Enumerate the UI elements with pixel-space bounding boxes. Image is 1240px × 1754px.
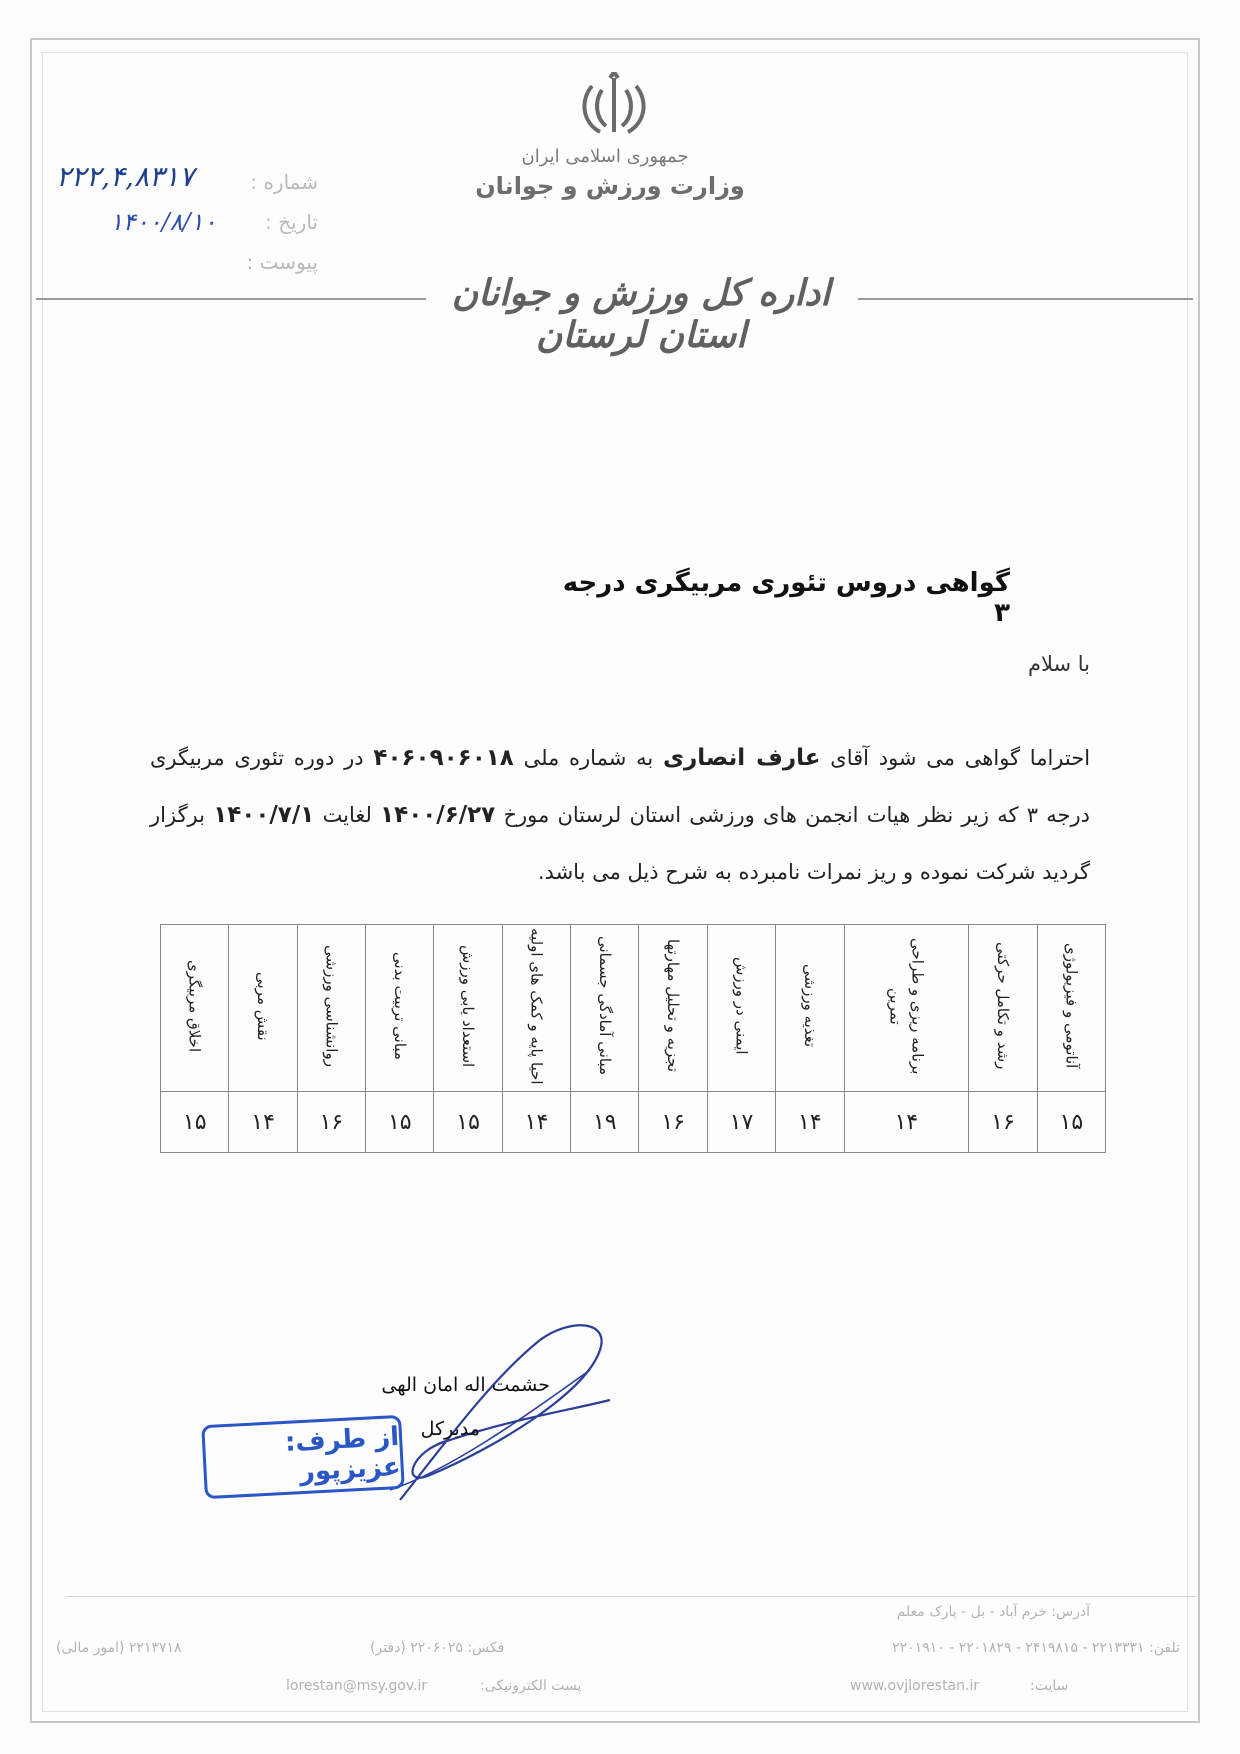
subject-cell [366,925,434,1092]
certificate-paragraph [150,730,1090,901]
grade-cell: ۱۴ [776,1092,844,1153]
start-date: ۱۴۰۰/۶/۲۷ [380,802,496,828]
grade-cell: ۱۷ [707,1092,775,1153]
footer-website[interactable]: www.ovjlorestan.ir [850,1678,980,1694]
grade-cell: ۱۴ [502,1092,570,1153]
subject-label: رشد و تکامل حرکتی [993,942,1012,1070]
grade-cell: ۱۵ [434,1092,502,1153]
paragraph-tail: برگزار گردید شرکت نموده و ریز نمرات نامبرده به شرح ذیل می باشد. [150,803,1090,884]
grade-cell: ۱۶ [969,1092,1037,1153]
subject-label: احیا پایه و کمک های اولیه [527,927,546,1085]
grade-cell: ۱۹ [571,1092,639,1153]
on-behalf-stamp: از طرف: عزیزپور [201,1415,405,1499]
person-name: عارف انصاری [662,745,821,771]
subject-cell [571,925,639,1092]
national-id: ۴۰۶۰۹۰۶۰۱۸ [373,745,514,771]
subject-label: آناتومی و فیزیولوژی [1062,943,1081,1069]
footer-fax: فکس: ۲۲۰۶۰۲۵ (دفتر) [370,1640,505,1656]
footer-address: آدرس: خرم آباد - بل - پارک معلم [896,1604,1090,1620]
subject-label: ایمنی در ورزش [732,957,751,1055]
id-label: به شماره ملی [523,746,654,770]
grades-table [160,924,1106,1153]
grade-cell: ۱۵ [366,1092,434,1153]
subject-cell [1037,925,1105,1092]
header-divider-right [858,298,1193,300]
subject-cell [776,925,844,1092]
paragraph-middle: در دوره تئوری مربیگری درجه ۳ که زیر نظر هیات انجمن های ورزشی استان لرستان مورخ [150,746,1090,827]
grade-cell: ۱۴ [844,1092,969,1153]
document-title: گواهی دروس تئوری مربیگری درجه ۳ [562,568,1010,628]
grade-cell: ۱۶ [297,1092,365,1153]
subject-cell [229,925,297,1092]
footer-fax-2: ۲۲۱۳۷۱۸ (امور مالی) [56,1640,182,1656]
letter-meta-labels [238,162,318,282]
grade-cell: ۱۵ [1037,1092,1105,1153]
national-emblem-icon [574,72,654,142]
subject-label: تجزیه و تحلیل مهارتها [664,939,683,1073]
footer-divider-top [66,1596,1196,1597]
grades-header-row [161,925,1106,1092]
signatory-role: مدیرکل [420,1418,480,1440]
subject-cell [161,925,229,1092]
grade-cell: ۱۴ [229,1092,297,1153]
paragraph-lead: احتراما گواهی می شود آقای [830,746,1091,770]
grade-cell: ۱۵ [161,1092,229,1153]
footer-email[interactable]: lorestan@msy.gov.ir [286,1678,428,1694]
subject-label: مبانی آمادگی جسمانی [595,936,614,1076]
subject-cell [502,925,570,1092]
header-divider-left [36,298,426,300]
grade-cell: ۱۶ [639,1092,707,1153]
grades-value-row [161,1092,1106,1153]
subject-label: اخلاق مربیگری [185,959,204,1053]
subject-label: روانشناسی ورزشی [322,945,341,1067]
subject-cell [434,925,502,1092]
handwritten-signature [360,1300,660,1520]
footer-site-label: سایت: [1030,1678,1069,1694]
attachment-label: پیوست : [246,250,318,274]
signatory-name: حشمت اله امان الهی [381,1374,550,1396]
end-date: ۱۴۰۰/۷/۱ [213,802,315,828]
footer-email-label: پست الکترونیکی: [480,1678,582,1694]
subject-label: مبانی تربیت بدنی [390,952,409,1060]
country-name: جمهوری اسلامی ایران [521,146,689,167]
subject-label: برنامه ریزی و طراحی تمرین [886,937,927,1075]
ministry-name: وزارت ورزش و جوانان [475,172,745,200]
subject-cell [844,925,969,1092]
date-label: تاریخ : [265,210,318,234]
subject-label: استعداد یابی ورزش [459,944,478,1068]
office-title: اداره کل ورزش و جوانان استان لرستان [451,272,831,356]
number-label: شماره : [250,170,318,194]
subject-label: تغذیه ورزشی [800,964,819,1048]
subject-cell [707,925,775,1092]
greeting: با سلام [1027,652,1090,676]
until-label: لغایت [322,803,372,827]
subject-cell [297,925,365,1092]
letter-date: ۱۴۰۰/۸/۱۰ [110,208,217,236]
subject-cell [639,925,707,1092]
footer-phones: تلفن: ۲۲۱۳۳۳۱ - ۲۴۱۹۸۱۵ - ۲۲۰۱۸۲۹ - ۲۲۰۱۹۱۰ [892,1640,1180,1656]
subject-label: نقش مربی [254,971,273,1041]
subject-cell [969,925,1037,1092]
letter-number: ۲۲۲,۴,۸۳۱۷ [56,160,195,193]
